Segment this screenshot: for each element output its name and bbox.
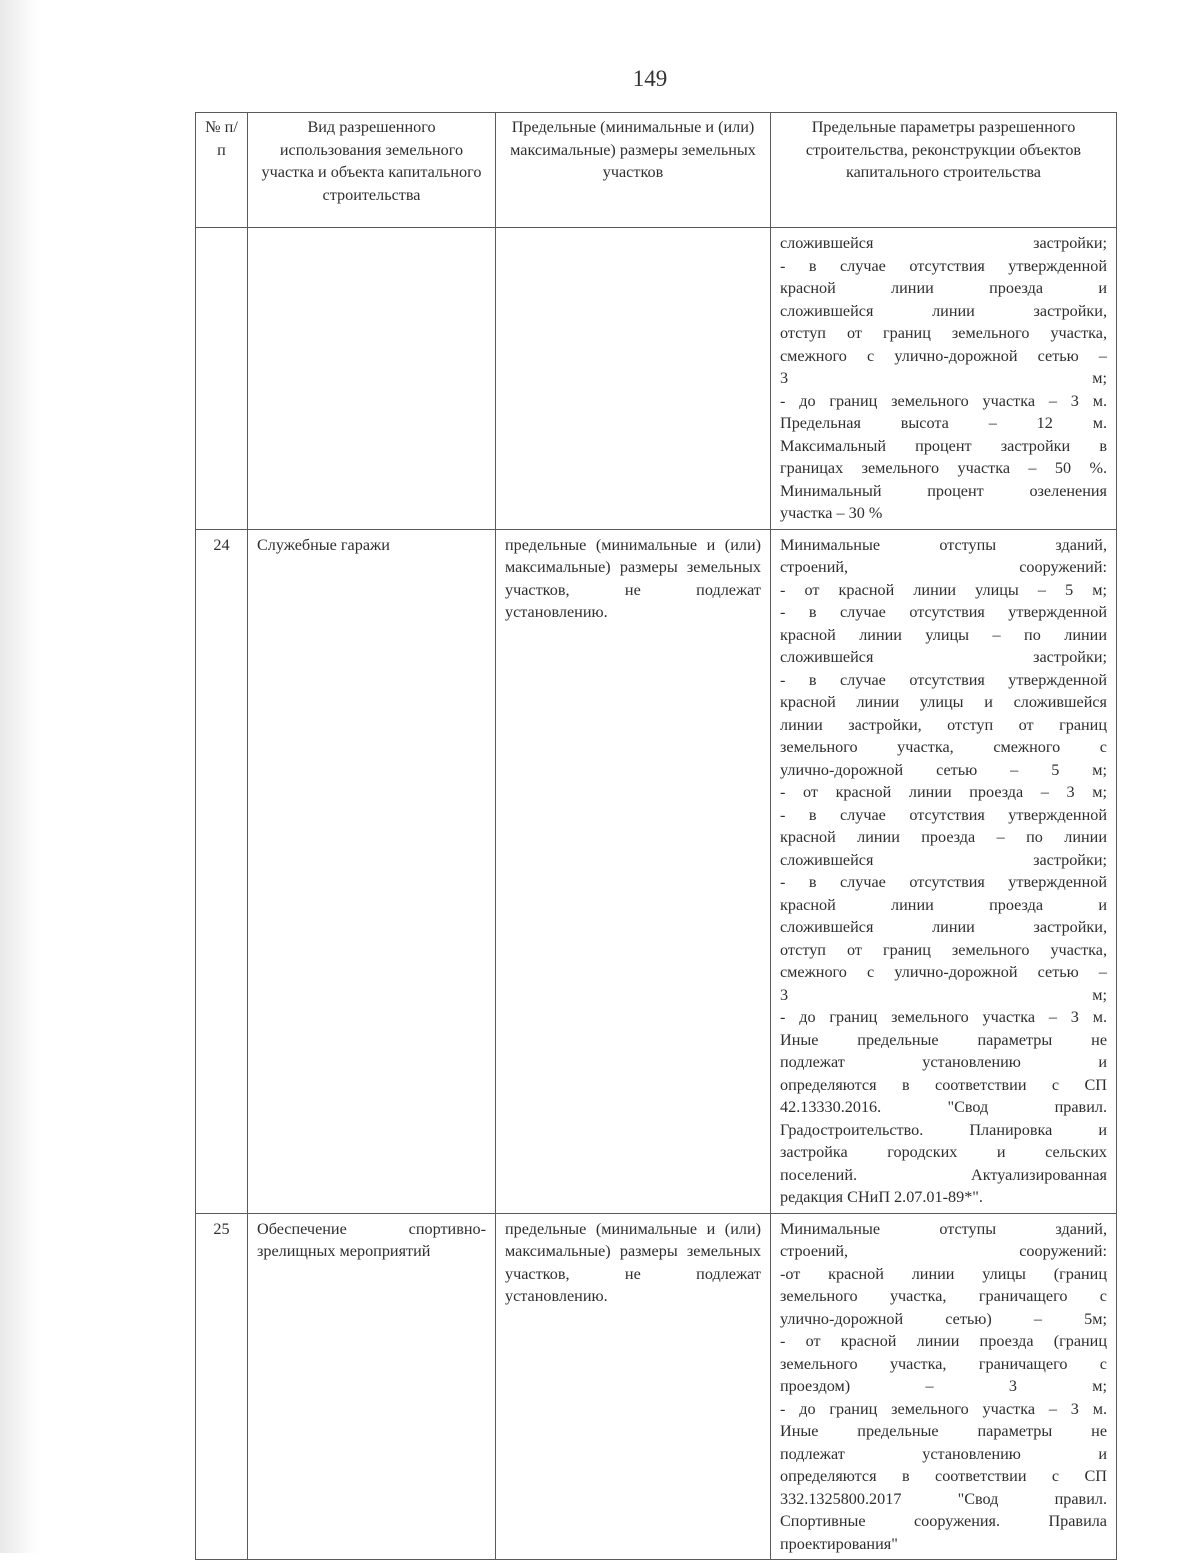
params-line: -от красной линии улицы (границ: [780, 1264, 1107, 1283]
params-line: сложившейся линии застройки,: [780, 918, 1107, 936]
table-header-row: [196, 113, 1117, 228]
params-line: - до границ земельного участка – 3 м.: [780, 391, 1107, 410]
header-sizes: Предельные (минимальные и (или) максимальные) размеры земельных участков: [496, 113, 771, 228]
params-line: земельного участка, смежного с: [780, 738, 1107, 756]
params-line: 332.1325800.2017 "Свод правил.: [780, 1489, 1107, 1508]
params-line: - от красной линии проезда – 3 м;: [780, 783, 1107, 801]
params-line: смежного с улично-дорожной сетью –: [780, 346, 1107, 365]
header-num: № п/п: [196, 113, 248, 228]
params-line: - от красной линии проезда (границ: [780, 1332, 1107, 1350]
params-line: отступ от границ земельного участка,: [780, 940, 1107, 959]
params-line: подлежат установлению и: [780, 1053, 1107, 1071]
params-line: подлежат установлению и: [780, 1444, 1107, 1463]
params-line: Иные предельные параметры не: [780, 1422, 1107, 1440]
params-line: поселений. Актуализированная: [780, 1165, 1107, 1184]
params-line: - до границ земельного участка – 3 м.: [780, 1008, 1107, 1026]
row-sizes: [496, 228, 771, 530]
params-line: Предельная высота – 12 м.: [780, 414, 1107, 432]
params-line: красной линии улицы и сложившейся: [780, 693, 1107, 711]
params-line: Максимальный процент застройки в: [780, 436, 1107, 455]
row-number: [196, 228, 248, 530]
regulations-table: [195, 112, 1117, 1560]
params-line: - в случае отсутствия утвержденной: [780, 805, 1107, 824]
scan-edge-shadow: [0, 0, 40, 1553]
params-line: определяются в соответствии с СП: [780, 1467, 1107, 1485]
params-line: проектирования": [780, 1534, 898, 1553]
params-line: сложившейся линии застройки,: [780, 301, 1107, 320]
params-line: улично-дорожной сетью) – 5м;: [780, 1309, 1107, 1328]
row-kind: [248, 228, 496, 530]
header-params: Предельные параметры разрешенного строительства, реконструкции объектов капитального строительства: [771, 113, 1117, 228]
params-line: - в случае отсутствия утвержденной: [780, 256, 1107, 275]
row-kind: Обеспечение спортивно-зрелищных мероприятий: [248, 1213, 496, 1560]
header-kind: Вид разрешенного использования земельного участка и объекта капитального строительства: [248, 113, 496, 228]
page-number: 149: [632, 66, 668, 91]
params-line: Спортивные сооружения. Правила: [780, 1512, 1107, 1530]
table-row: [196, 529, 1117, 1213]
params-line: участка – 30 %: [780, 504, 883, 522]
row-sizes: предельные (минимальные и (или) максимальные) размеры земельных участков, не подлежат установлению.: [496, 1213, 771, 1560]
params-line: земельного участка, граничащего с: [780, 1354, 1107, 1373]
row-params: [771, 228, 1117, 530]
params-line: Минимальные отступы зданий,: [780, 1219, 1107, 1238]
params-line: 3 м;: [780, 985, 1107, 1004]
params-line: - от красной линии улицы – 5 м;: [780, 580, 1107, 599]
params-line: строений, сооружений:: [780, 558, 1107, 576]
params-line: отступ от границ земельного участка,: [780, 324, 1107, 342]
params-line: - в случае отсутствия утвержденной: [780, 873, 1107, 891]
params-line: Градостроительство. Планировка и: [780, 1120, 1107, 1139]
params-line: красной линии улицы – по линии: [780, 625, 1107, 644]
params-line: линии застройки, отступ от границ: [780, 715, 1107, 734]
table-row: [196, 1213, 1117, 1560]
params-line: земельного участка, граничащего с: [780, 1287, 1107, 1305]
params-line: красной линии проезда и: [780, 895, 1107, 914]
row-number: 25: [196, 1213, 248, 1560]
params-line: сложившейся застройки;: [780, 234, 1107, 252]
params-line: красной линии проезда и: [780, 279, 1107, 297]
params-line: - в случае отсутствия утвержденной: [780, 603, 1107, 621]
params-line: застройка городских и сельских: [780, 1143, 1107, 1161]
params-line: - в случае отсутствия утвержденной: [780, 670, 1107, 689]
params-line: смежного с улично-дорожной сетью –: [780, 963, 1107, 981]
params-line: 3 м;: [780, 369, 1107, 387]
table-row: [196, 228, 1117, 530]
params-line: Минимальные отступы зданий,: [780, 535, 1107, 554]
row-params: [771, 1213, 1117, 1560]
params-line: редакция СНиП 2.07.01-89*".: [780, 1188, 983, 1206]
params-line: сложившейся застройки;: [780, 648, 1107, 666]
params-line: строений, сооружений:: [780, 1242, 1107, 1260]
params-line: Минимальный процент озеленения: [780, 481, 1107, 500]
params-line: проездом) – 3 м;: [780, 1377, 1107, 1395]
params-line: красной линии проезда – по линии: [780, 828, 1107, 846]
params-line: границах земельного участка – 50 %.: [780, 459, 1107, 477]
params-line: улично-дорожной сетью – 5 м;: [780, 760, 1107, 779]
row-kind: Служебные гаражи: [248, 529, 496, 1213]
params-line: - до границ земельного участка – 3 м.: [780, 1399, 1107, 1418]
params-line: определяются в соответствии с СП: [780, 1075, 1107, 1094]
params-line: 42.13330.2016. "Свод правил.: [780, 1098, 1107, 1116]
params-line: Иные предельные параметры не: [780, 1030, 1107, 1049]
row-params: [771, 529, 1117, 1213]
row-sizes: предельные (минимальные и (или) максимальные) размеры земельных участков, не подлежат установлению.: [496, 529, 771, 1213]
row-number: 24: [196, 529, 248, 1213]
params-line: сложившейся застройки;: [780, 850, 1107, 869]
